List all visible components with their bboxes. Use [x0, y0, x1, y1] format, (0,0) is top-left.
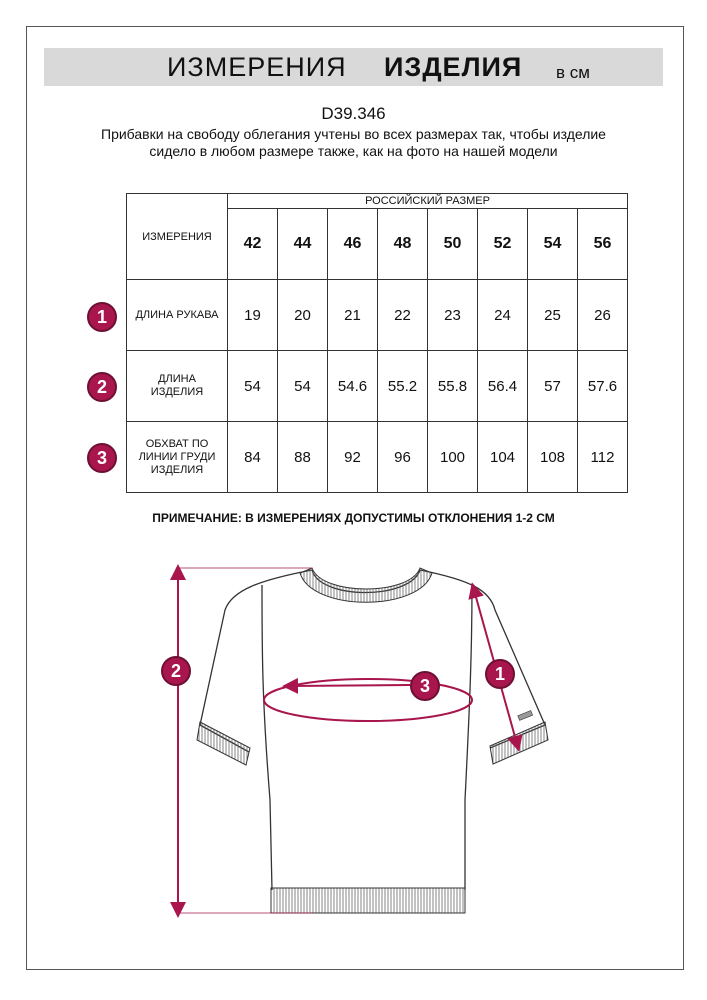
tolerance-note: ПРИМЕЧАНИЕ: В ИЗМЕРЕНИЯХ ДОПУСТИМЫ ОТКЛОНЕНИЯ 1-2 СМ [152, 511, 555, 525]
size-header: 50 [428, 209, 478, 280]
size-header: 46 [328, 209, 378, 280]
table-cell: 54 [228, 351, 278, 422]
size-header: 56 [578, 209, 628, 280]
table-cell: 23 [428, 280, 478, 351]
row-badge-2: 2 [87, 372, 117, 402]
diagram-badge-1: 1 [485, 659, 515, 689]
table-cell: 88 [278, 422, 328, 493]
table-cell: 25 [528, 280, 578, 351]
size-header: 52 [478, 209, 528, 280]
row-label: ДЛИНА ИЗДЕЛИЯ [127, 351, 228, 422]
table-cell: 19 [228, 280, 278, 351]
chest-arrow [290, 685, 410, 686]
table-cell: 55.8 [428, 351, 478, 422]
left-cuff [197, 722, 250, 765]
table-cell: 54 [278, 351, 328, 422]
measurements-header: ИЗМЕРЕНИЯ [127, 194, 228, 280]
row-label: ОБХВАТ ПО ЛИНИИ ГРУДИ ИЗДЕЛИЯ [127, 422, 228, 493]
table-cell: 96 [378, 422, 428, 493]
table-cell: 108 [528, 422, 578, 493]
table-cell: 20 [278, 280, 328, 351]
hem-rib [271, 888, 465, 913]
table-cell: 26 [578, 280, 628, 351]
title-measurements: ИЗМЕРЕНИЯ [167, 52, 347, 82]
table-cell: 56.4 [478, 351, 528, 422]
size-header: 48 [378, 209, 428, 280]
size-header: 54 [528, 209, 578, 280]
row-badge-1: 1 [87, 302, 117, 332]
size-group-header: РОССИЙСКИЙ РАЗМЕР [228, 194, 628, 209]
neck-rib [300, 568, 432, 602]
size-header: 44 [278, 209, 328, 280]
table-cell: 84 [228, 422, 278, 493]
table-cell: 92 [328, 422, 378, 493]
right-cuff [490, 722, 548, 764]
table-cell: 22 [378, 280, 428, 351]
diagram-badge-2: 2 [161, 656, 191, 686]
row-label: ДЛИНА РУКАВА [127, 280, 228, 351]
table-cell: 112 [578, 422, 628, 493]
title-unit: в см [556, 63, 590, 82]
table-cell: 24 [478, 280, 528, 351]
product-code: D39.346 [321, 104, 386, 123]
table-cell: 21 [328, 280, 378, 351]
sweater-outline [200, 570, 545, 890]
table-cell: 100 [428, 422, 478, 493]
table-cell: 57.6 [578, 351, 628, 422]
label-tag [518, 711, 533, 721]
row-badge-3: 3 [87, 443, 117, 473]
title-product: ИЗДЕЛИЯ [384, 52, 523, 82]
intro-text: Прибавки на свободу облегания учтены во всех размерах так, чтобы изделие сидело в любом размере также, как на фото на нашей модели [101, 126, 606, 159]
table-cell: 57 [528, 351, 578, 422]
table-cell: 54.6 [328, 351, 378, 422]
table-cell: 55.2 [378, 351, 428, 422]
table-cell: 104 [478, 422, 528, 493]
size-header: 42 [228, 209, 278, 280]
diagram-badge-3: 3 [410, 671, 440, 701]
